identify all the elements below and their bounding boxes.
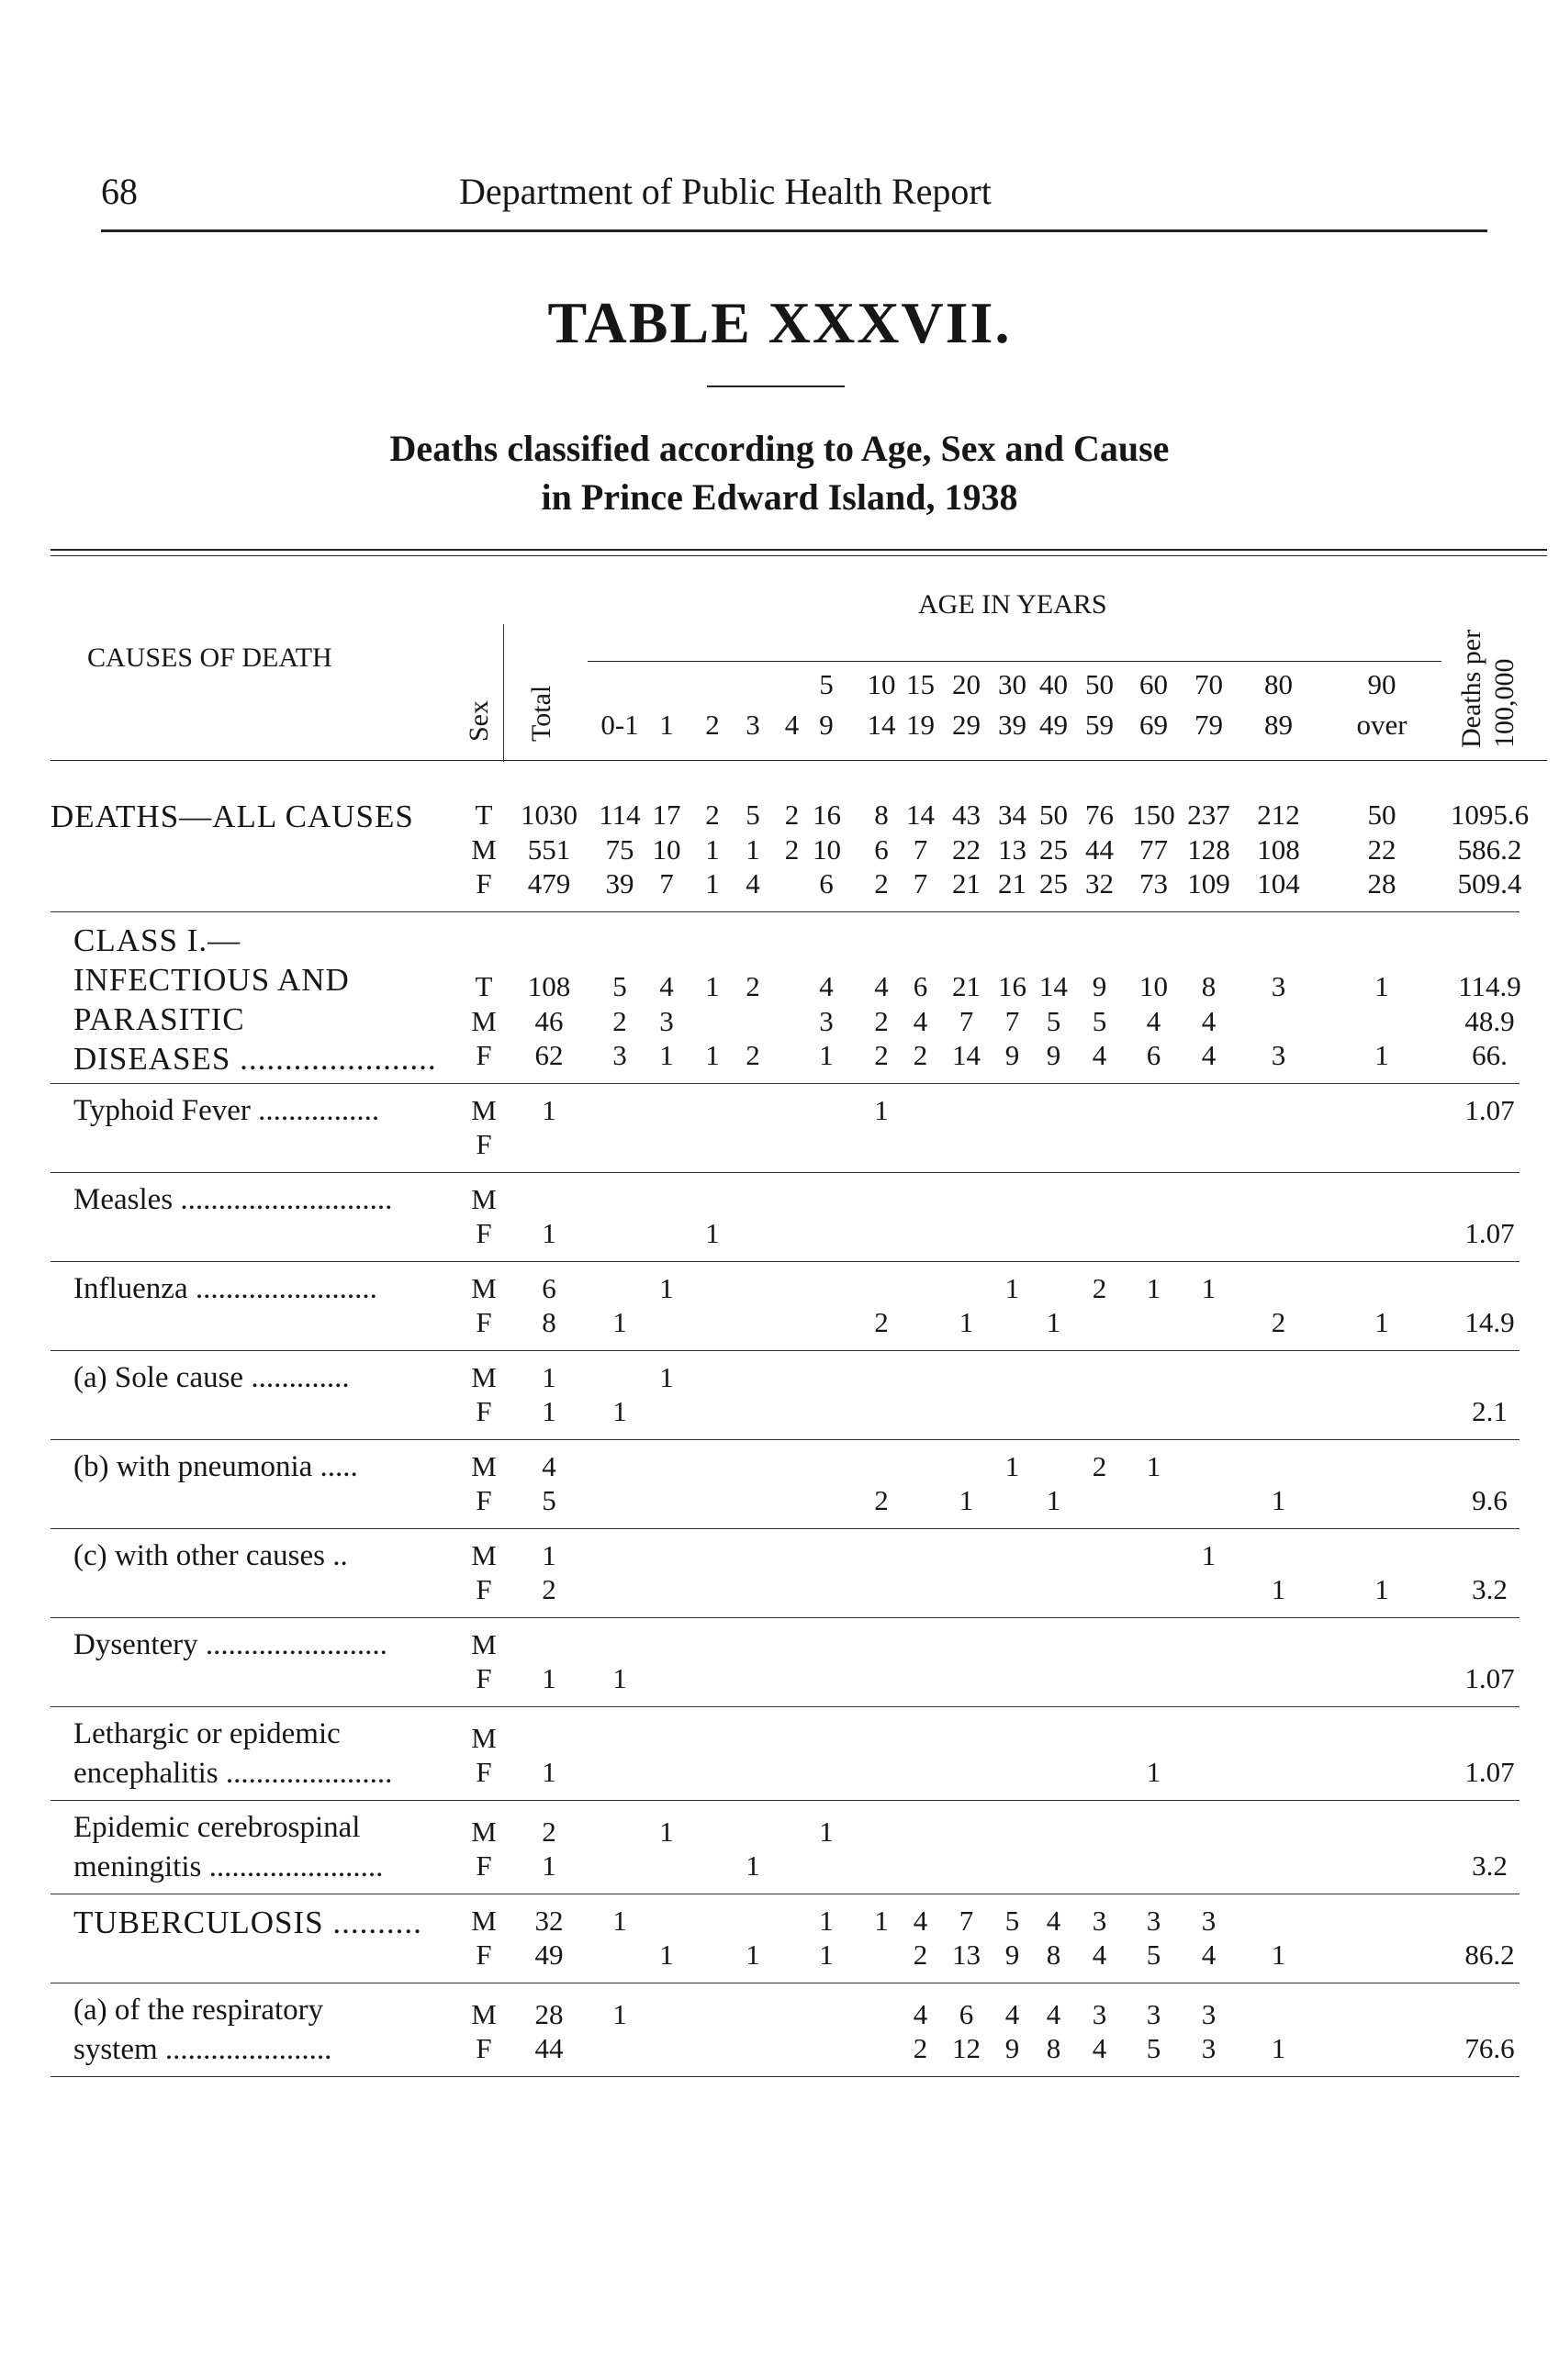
row-label: encephalitis ...................... — [73, 1756, 393, 1790]
age-cell: 1 — [1271, 2032, 1286, 2064]
age-cell: 109 — [1187, 867, 1230, 899]
total-cell: 1 — [542, 1093, 556, 1126]
rate-cell: 509.4 — [1457, 867, 1522, 899]
age-cell: 12 — [952, 2032, 981, 2064]
rate-cell: 1.07 — [1464, 1662, 1515, 1694]
age-cell: 9 — [1046, 1039, 1061, 1071]
age-cell: 8 — [1201, 970, 1217, 1002]
age-cell: 4 — [659, 970, 674, 1002]
age-cell: 1 — [819, 1039, 834, 1071]
age-cell: 1 — [705, 867, 720, 899]
sex-cell: M — [471, 1271, 497, 1304]
age-cell: 2 — [874, 1004, 889, 1037]
age-cell: 7 — [1004, 1004, 1020, 1037]
header-age-top: 15 — [906, 668, 935, 700]
sex-cell: M — [471, 832, 497, 866]
sex-cell: F — [476, 2032, 492, 2064]
age-cell: 2 — [746, 970, 760, 1002]
header-age-top: 70 — [1194, 668, 1223, 700]
age-cell: 22 — [1367, 832, 1396, 866]
age-cell: 3 — [1271, 1039, 1286, 1071]
row-label: CLASS I.— — [73, 922, 241, 958]
sex-cell: T — [475, 970, 493, 1002]
age-cell: 1 — [612, 1395, 627, 1427]
age-cell: 7 — [913, 867, 928, 899]
sex-cell: M — [471, 1093, 497, 1126]
header-sex: Sex — [464, 700, 494, 742]
age-cell: 9 — [1004, 2032, 1020, 2064]
header-age-top: 30 — [998, 668, 1026, 700]
header-age-bottom: over — [1356, 709, 1408, 741]
age-cell: 4 — [1092, 1039, 1107, 1071]
age-cell: 4 — [913, 1997, 928, 2030]
row-rule — [50, 1261, 1520, 1262]
age-cell: 3 — [1092, 1997, 1107, 2030]
rate-cell: 1095.6 — [1450, 799, 1530, 831]
age-cell: 4 — [819, 970, 834, 1002]
header-age-bottom: 39 — [998, 709, 1026, 741]
age-cell: 7 — [959, 1004, 974, 1037]
header-age-bottom: 19 — [906, 709, 935, 741]
sex-left-rule — [503, 624, 504, 762]
header-age-bottom: 49 — [1039, 709, 1068, 741]
row-rule — [50, 1800, 1520, 1801]
rate-cell: 114.9 — [1458, 970, 1521, 1002]
age-cell: 212 — [1257, 799, 1300, 831]
total-cell: 1 — [542, 1662, 556, 1694]
total-cell: 1 — [542, 1538, 556, 1571]
age-cell: 10 — [652, 832, 681, 866]
age-cell: 44 — [1085, 832, 1114, 866]
sex-cell: M — [471, 1904, 497, 1937]
row-label: Dysentery ........................ — [73, 1627, 387, 1661]
age-cell: 8 — [874, 799, 889, 831]
age-cell: 2 — [1092, 1449, 1107, 1482]
age-cell: 25 — [1039, 867, 1068, 899]
row-label: DEATHS—ALL CAUSES — [50, 799, 414, 834]
sex-cell: M — [471, 1721, 497, 1754]
total-cell: 108 — [527, 970, 571, 1002]
age-cell: 1 — [1046, 1484, 1061, 1516]
rate-cell: 9.6 — [1472, 1484, 1508, 1516]
row-label: Epidemic cerebrospinal — [73, 1810, 361, 1844]
row-rule — [50, 2076, 1520, 2077]
sex-cell: F — [476, 1849, 492, 1882]
age-cell: 1 — [612, 1662, 627, 1694]
age-cell: 1 — [1201, 1538, 1217, 1571]
age-cell: 28 — [1367, 867, 1396, 899]
sex-cell: M — [471, 1997, 497, 2030]
header-age-bottom: 79 — [1194, 709, 1223, 741]
age-cell: 3 — [1201, 1997, 1217, 2030]
age-cell: 8 — [1046, 1939, 1061, 1971]
rate-cell: 76.6 — [1464, 2032, 1515, 2064]
age-cell: 2 — [612, 1004, 627, 1037]
age-cell: 4 — [1201, 1039, 1217, 1071]
age-cell: 10 — [1139, 970, 1168, 1002]
age-cell: 7 — [959, 1904, 974, 1937]
age-cell: 2 — [874, 1484, 889, 1516]
age-cell: 6 — [913, 970, 928, 1002]
total-cell: 4 — [542, 1449, 556, 1482]
age-cell: 1 — [612, 1306, 627, 1338]
age-cell: 76 — [1085, 799, 1114, 831]
age-cell: 13 — [952, 1939, 981, 1971]
age-cell: 1 — [1374, 1039, 1389, 1071]
rate-cell: 86.2 — [1464, 1939, 1515, 1971]
subtitle-line-1: Deaths classified according to Age, Sex and Cause — [389, 428, 1170, 469]
age-cell: 39 — [605, 867, 634, 899]
age-cell: 1 — [819, 1939, 834, 1971]
row-label: DISEASES ...................... — [73, 1040, 437, 1077]
header-age-top: 10 — [867, 668, 896, 700]
age-cell: 2 — [874, 1039, 889, 1071]
age-cell: 2 — [913, 2032, 928, 2064]
age-cell: 14 — [906, 799, 935, 831]
age-cell: 1 — [874, 1904, 889, 1937]
age-cell: 32 — [1085, 867, 1114, 899]
age-cell: 16 — [813, 799, 841, 831]
age-cell: 1 — [1201, 1271, 1217, 1304]
header-age-top: 50 — [1085, 668, 1114, 700]
age-cell: 1 — [959, 1306, 974, 1338]
header-age-bottom: 2 — [705, 709, 720, 741]
row-label: (a) Sole cause ............. — [73, 1360, 350, 1394]
age-cell: 21 — [952, 867, 981, 899]
sex-cell: M — [471, 1815, 497, 1848]
header-age-top: 20 — [952, 668, 981, 700]
age-cell: 4 — [1004, 1997, 1020, 2030]
age-cell: 1 — [1271, 1484, 1286, 1516]
age-cell: 1 — [1374, 970, 1389, 1002]
sex-cell: M — [471, 1360, 497, 1393]
age-cell: 150 — [1132, 799, 1175, 831]
header-age-top: 5 — [819, 668, 834, 700]
row-label: PARASITIC — [73, 1000, 245, 1037]
age-cell: 7 — [913, 832, 928, 866]
header-age-bottom: 3 — [746, 709, 760, 741]
sex-cell: F — [476, 1573, 492, 1605]
row-label: (a) of the respiratory — [73, 1993, 324, 2027]
header-age-bottom: 14 — [867, 709, 896, 741]
header-age-top: 60 — [1139, 668, 1168, 700]
age-cell: 1 — [746, 832, 760, 866]
table-title: TABLE XXXVII. — [547, 290, 1012, 355]
age-cell: 1 — [705, 1039, 720, 1071]
header-age-top: 90 — [1367, 668, 1396, 700]
sex-cell: F — [476, 1756, 492, 1788]
age-cell: 9 — [1092, 970, 1107, 1002]
age-cell: 4 — [1092, 1939, 1107, 1971]
sex-cell: F — [476, 1217, 492, 1249]
row-rule — [50, 1706, 1520, 1707]
age-cell: 43 — [952, 799, 981, 831]
age-cell: 1 — [1004, 1271, 1020, 1304]
header-age-bottom: 69 — [1139, 709, 1168, 741]
sex-cell: M — [471, 1182, 497, 1215]
row-label: Lethargic or epidemic — [73, 1716, 341, 1750]
age-cell: 4 — [874, 970, 889, 1002]
age-cell: 114 — [599, 799, 641, 831]
age-cell: 1 — [1146, 1756, 1161, 1788]
header-total: Total — [526, 685, 556, 742]
page-number: 68 — [101, 171, 138, 212]
age-cell: 75 — [605, 832, 634, 866]
age-cell: 21 — [952, 970, 981, 1002]
total-cell: 32 — [534, 1904, 564, 1937]
total-cell: 1030 — [521, 799, 578, 831]
rate-cell: 586.2 — [1457, 832, 1522, 866]
header-age-bottom: 0-1 — [600, 709, 639, 741]
header-age-bottom: 89 — [1264, 709, 1293, 741]
age-cell: 7 — [659, 867, 674, 899]
age-cell: 4 — [913, 1904, 928, 1937]
age-cell: 22 — [952, 832, 981, 866]
running-head — [101, 170, 1487, 225]
age-cell: 1 — [819, 1815, 834, 1848]
age-cell: 1 — [705, 970, 720, 1002]
row-label: Measles ............................ — [73, 1182, 393, 1216]
sex-cell: F — [476, 1395, 492, 1427]
age-cell: 34 — [998, 799, 1026, 831]
age-cell: 108 — [1257, 832, 1300, 866]
title-rule — [707, 385, 845, 387]
age-cell: 1 — [705, 832, 720, 866]
age-cell: 14 — [1039, 970, 1068, 1002]
age-cell: 77 — [1139, 832, 1168, 866]
rate-cell: 1.07 — [1464, 1217, 1515, 1249]
header-bottom-rule — [50, 760, 1547, 761]
age-cell: 6 — [819, 867, 834, 899]
header-age-top: 80 — [1264, 668, 1293, 700]
age-cell: 4 — [913, 1004, 928, 1037]
age-cell: 2 — [746, 1039, 760, 1071]
age-cell: 1 — [659, 1039, 674, 1071]
table-top-rule-2 — [50, 555, 1547, 556]
total-cell: 62 — [534, 1039, 564, 1071]
age-cell: 4 — [1092, 2032, 1107, 2064]
age-cell: 1 — [659, 1939, 674, 1971]
sex-cell: F — [476, 1128, 492, 1160]
age-cell: 3 — [819, 1004, 834, 1037]
sex-cell: F — [476, 1484, 492, 1516]
age-cell: 1 — [1046, 1306, 1061, 1338]
age-cell: 1 — [612, 1997, 627, 2030]
row-label: meningitis ....................... — [73, 1849, 384, 1883]
age-cell: 4 — [746, 867, 760, 899]
age-cell: 2 — [1092, 1271, 1107, 1304]
age-cell: 5 — [1004, 1904, 1020, 1937]
age-cell: 1 — [1271, 1573, 1286, 1605]
age-cell: 4 — [1046, 1904, 1061, 1937]
age-cell: 3 — [1201, 1904, 1217, 1937]
age-cell: 9 — [1004, 1939, 1020, 1971]
age-cell: 6 — [874, 832, 889, 866]
row-label: (c) with other causes .. — [73, 1538, 348, 1572]
running-title: Department of Public Health Report — [459, 171, 992, 212]
header-rate: Deaths per 100,000 — [1456, 629, 1520, 748]
age-cell: 5 — [1146, 1939, 1161, 1971]
rate-cell: 2.1 — [1472, 1395, 1508, 1427]
header-age-bottom: 9 — [819, 709, 834, 741]
age-cell: 1 — [1374, 1306, 1389, 1338]
age-cell: 21 — [998, 867, 1026, 899]
age-cell: 8 — [1046, 2032, 1061, 2064]
row-rule — [50, 1439, 1520, 1440]
sex-cell: M — [471, 1004, 497, 1037]
age-cell: 3 — [1146, 1904, 1161, 1937]
age-cell: 5 — [612, 970, 627, 1002]
sex-cell: F — [476, 1662, 492, 1694]
age-cell: 1 — [959, 1484, 974, 1516]
table-top-rule — [50, 549, 1547, 551]
total-cell: 2 — [542, 1815, 556, 1848]
row-rule — [50, 1083, 1520, 1084]
total-cell: 1 — [542, 1217, 556, 1249]
age-cell: 2 — [1271, 1306, 1286, 1338]
total-cell: 1 — [542, 1849, 556, 1882]
age-cell: 1 — [819, 1904, 834, 1937]
header-age-group: AGE IN YEARS — [918, 589, 1107, 620]
age-cell: 73 — [1139, 867, 1168, 899]
row-rule — [50, 1528, 1520, 1529]
row-label: Typhoid Fever ................ — [73, 1093, 380, 1127]
age-group-rule — [588, 661, 1441, 662]
age-cell: 2 — [913, 1039, 928, 1071]
sex-cell: F — [476, 867, 492, 899]
total-cell: 1 — [542, 1360, 556, 1393]
total-cell: 44 — [534, 2032, 564, 2064]
age-cell: 3 — [659, 1004, 674, 1037]
sex-cell: F — [476, 1039, 492, 1071]
header-age-bottom: 59 — [1085, 709, 1114, 741]
age-cell: 1 — [612, 1904, 627, 1937]
rate-cell: 3.2 — [1472, 1573, 1508, 1605]
age-cell: 2 — [784, 832, 800, 866]
rate-cell: 3.2 — [1472, 1849, 1508, 1882]
rate-cell: 66. — [1472, 1039, 1508, 1071]
age-cell: 3 — [612, 1039, 627, 1071]
row-rule — [50, 911, 1520, 912]
age-cell: 1 — [874, 1093, 889, 1126]
age-cell: 50 — [1039, 799, 1068, 831]
age-cell: 1 — [746, 1939, 760, 1971]
age-cell: 2 — [913, 1939, 928, 1971]
total-cell: 28 — [534, 1997, 564, 2030]
row-label: system ...................... — [73, 2032, 332, 2066]
age-cell: 2 — [874, 1306, 889, 1338]
header-rule — [101, 229, 1487, 232]
age-cell: 4 — [1046, 1997, 1061, 2030]
age-cell: 5 — [746, 799, 760, 831]
sex-cell: T — [475, 799, 493, 831]
age-cell: 1 — [746, 1849, 760, 1882]
rate-cell: 1.07 — [1464, 1093, 1515, 1126]
age-cell: 1 — [659, 1815, 674, 1848]
age-cell: 4 — [1201, 1004, 1217, 1037]
age-cell: 4 — [1146, 1004, 1161, 1037]
age-cell: 5 — [1046, 1004, 1061, 1037]
sex-cell: F — [476, 1939, 492, 1971]
age-cell: 10 — [813, 832, 841, 866]
age-cell: 13 — [998, 832, 1026, 866]
age-cell: 3 — [1092, 1904, 1107, 1937]
age-cell: 1 — [1374, 1573, 1389, 1605]
total-cell: 8 — [542, 1306, 556, 1338]
age-cell: 1 — [659, 1360, 674, 1393]
age-cell: 50 — [1367, 799, 1396, 831]
total-cell: 1 — [542, 1756, 556, 1788]
age-cell: 2 — [874, 867, 889, 899]
row-rule — [50, 1350, 1520, 1351]
sex-cell: F — [476, 1306, 492, 1338]
rate-cell: 1.07 — [1464, 1756, 1515, 1788]
age-cell: 104 — [1257, 867, 1300, 899]
age-cell: 14 — [952, 1039, 981, 1071]
age-cell: 3 — [1146, 1997, 1161, 2030]
total-cell: 5 — [542, 1484, 556, 1516]
header-age-bottom: 4 — [784, 709, 800, 741]
age-cell: 5 — [1146, 2032, 1161, 2064]
header-age-bottom: 1 — [659, 709, 674, 741]
age-cell: 6 — [959, 1997, 974, 2030]
sex-cell: M — [471, 1627, 497, 1660]
total-cell: 479 — [527, 867, 571, 899]
age-cell: 3 — [1201, 2032, 1217, 2064]
age-cell: 3 — [1271, 970, 1286, 1002]
age-cell: 4 — [1201, 1939, 1217, 1971]
age-cell: 16 — [998, 970, 1026, 1002]
total-cell: 6 — [542, 1271, 556, 1304]
header-causes: CAUSES OF DEATH — [87, 642, 332, 673]
row-label: Influenza ........................ — [73, 1271, 377, 1305]
total-cell: 551 — [527, 832, 571, 866]
rate-cell: 14.9 — [1464, 1306, 1515, 1338]
age-cell: 2 — [705, 799, 720, 831]
age-cell: 1 — [1146, 1271, 1161, 1304]
age-cell: 128 — [1187, 832, 1230, 866]
age-cell: 9 — [1004, 1039, 1020, 1071]
age-cell: 1 — [1271, 1939, 1286, 1971]
header-age-top: 40 — [1039, 668, 1068, 700]
age-cell: 1 — [1004, 1449, 1020, 1482]
row-label: (b) with pneumonia ..... — [73, 1449, 358, 1483]
header-age-bottom: 29 — [952, 709, 981, 741]
age-cell: 1 — [705, 1217, 720, 1249]
row-rule — [50, 1172, 1520, 1173]
age-cell: 6 — [1146, 1039, 1161, 1071]
age-cell: 237 — [1187, 799, 1230, 831]
age-cell: 1 — [1146, 1449, 1161, 1482]
sex-cell: M — [471, 1449, 497, 1482]
rate-cell: 48.9 — [1464, 1004, 1515, 1037]
total-cell: 46 — [534, 1004, 564, 1037]
total-cell: 2 — [542, 1573, 556, 1605]
row-label: INFECTIOUS AND — [73, 961, 350, 998]
row-label: TUBERCULOSIS .......... — [73, 1904, 422, 1940]
total-cell: 1 — [542, 1395, 556, 1427]
age-cell: 5 — [1092, 1004, 1107, 1037]
age-cell: 2 — [784, 799, 800, 831]
total-cell: 49 — [534, 1939, 564, 1971]
age-cell: 17 — [652, 799, 681, 831]
subtitle-line-2: in Prince Edward Island, 1938 — [541, 476, 1018, 518]
age-cell: 25 — [1039, 832, 1068, 866]
row-rule — [50, 1617, 1520, 1618]
age-cell: 1 — [659, 1271, 674, 1304]
sex-cell: M — [471, 1538, 497, 1571]
